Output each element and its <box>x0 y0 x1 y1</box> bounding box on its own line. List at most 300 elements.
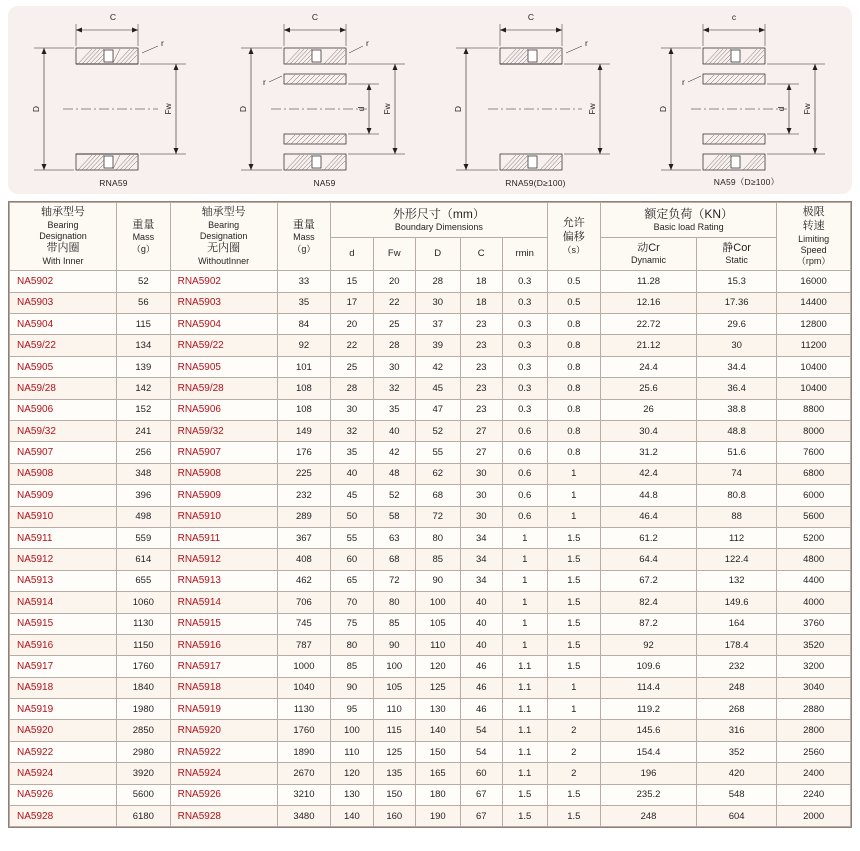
cell-dim-fw: 48 <box>373 463 415 484</box>
cell-dynamic-load: 154.4 <box>601 741 697 762</box>
cell-dim-C: 67 <box>460 784 502 805</box>
cell-limiting-speed: 11200 <box>777 335 851 356</box>
cell-dim-d: 140 <box>331 806 373 827</box>
cell-dim-C: 46 <box>460 677 502 698</box>
cell-dim-C: 40 <box>460 592 502 613</box>
svg-text:r: r <box>585 38 588 48</box>
table-row <box>10 763 851 784</box>
cell-dim-rmin: 0.3 <box>502 314 547 335</box>
cell-dim-rmin: 0.3 <box>502 335 547 356</box>
cell-designation-with-inner: NA59/28 <box>10 378 117 399</box>
cell-dim-C: 30 <box>460 506 502 527</box>
cell-dim-D: 39 <box>415 335 460 356</box>
cell-mass-without-inner: 367 <box>277 527 331 548</box>
cell-designation-without-inner: RNA59/22 <box>170 335 277 356</box>
cell-designation-with-inner: NA5918 <box>10 677 117 698</box>
cell-mass-without-inner: 1760 <box>277 720 331 741</box>
cell-dim-rmin: 1.5 <box>502 784 547 805</box>
th-dims-cn: 外形尺寸（mm） <box>392 206 485 221</box>
cell-static-load: 232 <box>696 656 776 677</box>
cell-dynamic-load: 31.2 <box>601 442 697 463</box>
cell-dim-fw: 90 <box>373 634 415 655</box>
cell-dim-rmin: 1 <box>502 570 547 591</box>
cell-dim-d: 28 <box>331 378 373 399</box>
table-row <box>10 527 851 548</box>
cell-limiting-speed: 4400 <box>777 570 851 591</box>
cell-limiting-speed: 2400 <box>777 763 851 784</box>
cell-dim-C: 67 <box>460 806 502 827</box>
cell-dynamic-load: 24.4 <box>601 356 697 377</box>
th-without-inner-en2: Designation <box>199 231 248 241</box>
cell-tolerance: 1.5 <box>547 527 601 548</box>
cell-static-load: 74 <box>696 463 776 484</box>
cell-limiting-speed: 6800 <box>777 463 851 484</box>
cell-tolerance: 1.5 <box>547 549 601 570</box>
cell-dynamic-load: 114.4 <box>601 677 697 698</box>
cell-dim-d: 50 <box>331 506 373 527</box>
cell-mass-with-inner: 348 <box>117 463 171 484</box>
cell-tolerance: 1.5 <box>547 784 601 805</box>
cell-mass-without-inner: 84 <box>277 314 331 335</box>
cell-mass-with-inner: 241 <box>117 420 171 441</box>
cell-designation-with-inner: NA5915 <box>10 613 117 634</box>
table-row <box>10 292 851 313</box>
th-limiting-speed <box>777 203 851 271</box>
th-dynamic-en: Dynamic <box>631 255 667 266</box>
th-dims-en: Boundary Dimensions <box>394 221 483 232</box>
cell-limiting-speed: 16000 <box>777 271 851 292</box>
cell-static-load: 80.8 <box>696 485 776 506</box>
cell-mass-without-inner: 108 <box>277 378 331 399</box>
cell-designation-without-inner: RNA5924 <box>170 763 277 784</box>
cell-dim-C: 40 <box>460 634 502 655</box>
cell-mass-without-inner: 462 <box>277 570 331 591</box>
cell-mass-with-inner: 152 <box>117 399 171 420</box>
table-row <box>10 378 851 399</box>
cell-dim-rmin: 0.3 <box>502 378 547 399</box>
svg-text:C: C <box>109 12 117 22</box>
cell-dim-d: 30 <box>331 399 373 420</box>
figure-na59 <box>219 6 430 194</box>
svg-text:Fw: Fw <box>587 103 597 115</box>
cell-limiting-speed: 6000 <box>777 485 851 506</box>
cell-dim-rmin: 0.3 <box>502 271 547 292</box>
cell-dim-C: 46 <box>460 699 502 720</box>
cell-limiting-speed: 2560 <box>777 741 851 762</box>
th-mass2-en: Mass <box>293 232 315 243</box>
cell-designation-without-inner: RNA5905 <box>170 356 277 377</box>
cell-dim-d: 55 <box>331 527 373 548</box>
cell-static-load: 316 <box>696 720 776 741</box>
cell-static-load: 15.3 <box>696 271 776 292</box>
cell-dim-D: 125 <box>415 677 460 698</box>
figure-caption: NA59（D≥100） <box>713 177 780 187</box>
cell-dim-d: 100 <box>331 720 373 741</box>
cell-dim-D: 110 <box>415 634 460 655</box>
cell-designation-without-inner: RNA5904 <box>170 314 277 335</box>
cell-designation-without-inner: RNA5926 <box>170 784 277 805</box>
cell-dim-fw: 100 <box>373 656 415 677</box>
cell-mass-without-inner: 1890 <box>277 741 331 762</box>
cell-tolerance: 0.5 <box>547 271 601 292</box>
cell-designation-without-inner: RNA5913 <box>170 570 277 591</box>
th-tol-unit: （s） <box>562 244 586 255</box>
cell-mass-without-inner: 1130 <box>277 699 331 720</box>
cell-dynamic-load: 82.4 <box>601 592 697 613</box>
th-mass2-unit: （g） <box>292 243 316 254</box>
figure-na59-large-drawing <box>641 6 852 194</box>
cell-designation-without-inner: RNA5911 <box>170 527 277 548</box>
cell-designation-without-inner: RNA5918 <box>170 677 277 698</box>
cell-dynamic-load: 11.28 <box>601 271 697 292</box>
cell-dim-C: 46 <box>460 656 502 677</box>
svg-text:c: c <box>731 12 737 22</box>
cell-dim-d: 80 <box>331 634 373 655</box>
th-without-inner <box>170 203 277 271</box>
cell-designation-with-inner: NA5916 <box>10 634 117 655</box>
cell-dim-rmin: 0.6 <box>502 420 547 441</box>
cell-dim-D: 62 <box>415 463 460 484</box>
cell-mass-with-inner: 6180 <box>117 806 171 827</box>
svg-text:C: C <box>527 12 535 22</box>
table-row <box>10 420 851 441</box>
cell-dim-rmin: 0.3 <box>502 292 547 313</box>
cell-mass-with-inner: 2850 <box>117 720 171 741</box>
cell-limiting-speed: 3200 <box>777 656 851 677</box>
cell-dim-d: 45 <box>331 485 373 506</box>
table-row <box>10 720 851 741</box>
cell-tolerance: 0.5 <box>547 292 601 313</box>
cell-designation-without-inner: RNA5915 <box>170 613 277 634</box>
cell-static-load: 17.36 <box>696 292 776 313</box>
cell-dim-fw: 72 <box>373 570 415 591</box>
th-without-inner-cn2: 无内圈 <box>207 242 241 255</box>
cell-dim-d: 75 <box>331 613 373 634</box>
cell-mass-without-inner: 787 <box>277 634 331 655</box>
cell-designation-without-inner: RNA5917 <box>170 656 277 677</box>
cell-designation-without-inner: RNA5916 <box>170 634 277 655</box>
cell-dynamic-load: 46.4 <box>601 506 697 527</box>
cell-dynamic-load: 30.4 <box>601 420 697 441</box>
cell-dim-C: 18 <box>460 271 502 292</box>
cell-dynamic-load: 22.72 <box>601 314 697 335</box>
table-row <box>10 570 851 591</box>
cell-dim-d: 70 <box>331 592 373 613</box>
cell-dim-rmin: 1.1 <box>502 677 547 698</box>
cell-dynamic-load: 109.6 <box>601 656 697 677</box>
cell-limiting-speed: 12800 <box>777 314 851 335</box>
cell-tolerance: 0.8 <box>547 399 601 420</box>
cell-dim-C: 27 <box>460 420 502 441</box>
cell-dim-D: 90 <box>415 570 460 591</box>
cell-dim-d: 40 <box>331 463 373 484</box>
svg-text:D: D <box>453 105 463 113</box>
svg-text:D: D <box>31 105 41 113</box>
svg-text:C: C <box>311 12 319 22</box>
th-load-rating <box>601 203 777 238</box>
cell-dim-fw: 125 <box>373 741 415 762</box>
figure-caption: RNA59(D≥100) <box>505 178 566 188</box>
cell-tolerance: 0.8 <box>547 335 601 356</box>
cell-static-load: 248 <box>696 677 776 698</box>
table-header-row-1 <box>10 203 851 238</box>
cell-dim-C: 34 <box>460 549 502 570</box>
cell-dim-fw: 115 <box>373 720 415 741</box>
table-row <box>10 506 851 527</box>
cell-mass-with-inner: 655 <box>117 570 171 591</box>
cell-dim-D: 28 <box>415 271 460 292</box>
cell-static-load: 36.4 <box>696 378 776 399</box>
cell-dim-C: 23 <box>460 378 502 399</box>
table-row <box>10 656 851 677</box>
table-row <box>10 784 851 805</box>
cell-dim-rmin: 1 <box>502 592 547 613</box>
cell-dynamic-load: 26 <box>601 399 697 420</box>
cell-dim-fw: 30 <box>373 356 415 377</box>
cell-dim-rmin: 1 <box>502 549 547 570</box>
svg-text:r: r <box>263 77 266 87</box>
cell-designation-with-inner: NA5919 <box>10 699 117 720</box>
table-row <box>10 399 851 420</box>
cell-dim-fw: 35 <box>373 399 415 420</box>
cell-designation-with-inner: NA5904 <box>10 314 117 335</box>
cell-mass-without-inner: 176 <box>277 442 331 463</box>
cell-designation-with-inner: NA5906 <box>10 399 117 420</box>
cell-dim-rmin: 0.6 <box>502 485 547 506</box>
cell-dim-C: 60 <box>460 763 502 784</box>
cell-mass-without-inner: 92 <box>277 335 331 356</box>
cell-designation-with-inner: NA5914 <box>10 592 117 613</box>
svg-text:Fw: Fw <box>802 103 812 115</box>
cell-dynamic-load: 196 <box>601 763 697 784</box>
cell-dim-D: 85 <box>415 549 460 570</box>
th-speed-en1: Limiting <box>798 233 830 244</box>
cell-dynamic-load: 92 <box>601 634 697 655</box>
cell-limiting-speed: 4800 <box>777 549 851 570</box>
cell-dim-D: 165 <box>415 763 460 784</box>
cell-mass-with-inner: 1760 <box>117 656 171 677</box>
cell-dim-rmin: 0.6 <box>502 463 547 484</box>
cell-designation-with-inner: NA59/32 <box>10 420 117 441</box>
cell-tolerance: 1.5 <box>547 634 601 655</box>
cell-static-load: 420 <box>696 763 776 784</box>
cell-static-load: 149.6 <box>696 592 776 613</box>
cell-designation-with-inner: NA5908 <box>10 463 117 484</box>
cell-dynamic-load: 12.16 <box>601 292 697 313</box>
cell-dim-fw: 150 <box>373 784 415 805</box>
cell-dim-D: 55 <box>415 442 460 463</box>
th-mass1-en: Mass <box>132 232 155 243</box>
cell-designation-with-inner: NA5907 <box>10 442 117 463</box>
table-row <box>10 549 851 570</box>
cell-designation-with-inner: NA5922 <box>10 741 117 762</box>
cell-limiting-speed: 2880 <box>777 699 851 720</box>
svg-text:r: r <box>682 77 685 87</box>
cell-designation-with-inner: NA5924 <box>10 763 117 784</box>
cell-tolerance: 1.5 <box>547 570 601 591</box>
cell-limiting-speed: 3520 <box>777 634 851 655</box>
table-row <box>10 442 851 463</box>
cell-mass-with-inner: 5600 <box>117 784 171 805</box>
cell-designation-with-inner: NA5910 <box>10 506 117 527</box>
th-with-inner-cn1: 轴承型号 <box>41 206 86 218</box>
th-dim-fw: Fw <box>373 237 415 270</box>
cell-mass-with-inner: 256 <box>117 442 171 463</box>
cell-dynamic-load: 61.2 <box>601 527 697 548</box>
cell-mass-with-inner: 2980 <box>117 741 171 762</box>
table-row <box>10 314 851 335</box>
cell-designation-without-inner: RNA5902 <box>170 271 277 292</box>
cell-mass-with-inner: 1130 <box>117 613 171 634</box>
svg-text:r: r <box>366 38 369 48</box>
cell-dim-rmin: 1 <box>502 613 547 634</box>
table-row <box>10 699 851 720</box>
cell-dynamic-load: 87.2 <box>601 613 697 634</box>
cell-designation-without-inner: RNA5920 <box>170 720 277 741</box>
cell-dim-fw: 22 <box>373 292 415 313</box>
th-mass1-cn: 重量 <box>132 218 155 231</box>
cell-tolerance: 2 <box>547 720 601 741</box>
diagram-panel <box>8 6 852 194</box>
cell-mass-with-inner: 3920 <box>117 763 171 784</box>
cell-dim-rmin: 1 <box>502 527 547 548</box>
cell-static-load: 51.6 <box>696 442 776 463</box>
cell-mass-without-inner: 289 <box>277 506 331 527</box>
cell-static-load: 268 <box>696 699 776 720</box>
th-with-inner-en2: Designation <box>39 231 87 241</box>
cell-dim-C: 23 <box>460 399 502 420</box>
cell-dynamic-load: 145.6 <box>601 720 697 741</box>
cell-limiting-speed: 8800 <box>777 399 851 420</box>
cell-limiting-speed: 10400 <box>777 356 851 377</box>
cell-mass-without-inner: 149 <box>277 420 331 441</box>
cell-dim-C: 27 <box>460 442 502 463</box>
cell-designation-without-inner: RNA5906 <box>170 399 277 420</box>
cell-mass-without-inner: 33 <box>277 271 331 292</box>
cell-dim-D: 80 <box>415 527 460 548</box>
cell-dim-d: 32 <box>331 420 373 441</box>
cell-dim-C: 23 <box>460 335 502 356</box>
cell-dim-rmin: 1.5 <box>502 806 547 827</box>
cell-designation-with-inner: NA59/22 <box>10 335 117 356</box>
cell-static-load: 122.4 <box>696 549 776 570</box>
cell-mass-with-inner: 498 <box>117 506 171 527</box>
cell-dim-D: 37 <box>415 314 460 335</box>
cell-dim-D: 47 <box>415 399 460 420</box>
cell-mass-without-inner: 408 <box>277 549 331 570</box>
cell-dynamic-load: 21.12 <box>601 335 697 356</box>
cell-designation-with-inner: NA5911 <box>10 527 117 548</box>
th-tolerance <box>547 203 601 271</box>
cell-static-load: 34.4 <box>696 356 776 377</box>
th-dim-C: C <box>460 237 502 270</box>
cell-dim-D: 150 <box>415 741 460 762</box>
th-dynamic-cn: 动Cr <box>637 241 660 254</box>
cell-dim-fw: 85 <box>373 613 415 634</box>
cell-dim-C: 30 <box>460 485 502 506</box>
th-static-en: Static <box>725 255 748 266</box>
th-static <box>696 237 776 270</box>
cell-dim-fw: 40 <box>373 420 415 441</box>
cell-mass-without-inner: 706 <box>277 592 331 613</box>
cell-mass-with-inner: 614 <box>117 549 171 570</box>
th-dim-D: D <box>415 237 460 270</box>
figure-rna59-large <box>430 6 641 194</box>
th-tol-cn2: 偏移 <box>562 231 585 243</box>
cell-mass-with-inner: 52 <box>117 271 171 292</box>
figure-rna59-large-drawing <box>430 6 641 194</box>
cell-dim-fw: 68 <box>373 549 415 570</box>
cell-dim-fw: 80 <box>373 592 415 613</box>
cell-limiting-speed: 14400 <box>777 292 851 313</box>
cell-dim-C: 34 <box>460 527 502 548</box>
cell-dim-C: 54 <box>460 720 502 741</box>
cell-mass-without-inner: 2670 <box>277 763 331 784</box>
cell-tolerance: 0.8 <box>547 356 601 377</box>
cell-dynamic-load: 119.2 <box>601 699 697 720</box>
table-row <box>10 613 851 634</box>
table-row <box>10 463 851 484</box>
cell-static-load: 604 <box>696 806 776 827</box>
cell-designation-with-inner: NA5902 <box>10 271 117 292</box>
figure-rna59 <box>8 6 219 194</box>
cell-limiting-speed: 5600 <box>777 506 851 527</box>
cell-dim-d: 22 <box>331 335 373 356</box>
cell-dim-D: 52 <box>415 420 460 441</box>
cell-mass-without-inner: 3480 <box>277 806 331 827</box>
cell-tolerance: 1.5 <box>547 806 601 827</box>
cell-mass-with-inner: 115 <box>117 314 171 335</box>
cell-tolerance: 2 <box>547 741 601 762</box>
cell-dim-rmin: 0.6 <box>502 506 547 527</box>
cell-tolerance: 2 <box>547 763 601 784</box>
th-without-inner-cn1: 轴承型号 <box>201 206 246 218</box>
cell-tolerance: 1.5 <box>547 613 601 634</box>
th-boundary-dimensions <box>331 203 547 238</box>
cell-designation-with-inner: NA5920 <box>10 720 117 741</box>
cell-mass-with-inner: 1980 <box>117 699 171 720</box>
cell-static-load: 112 <box>696 527 776 548</box>
th-with-inner-en3: With Inner <box>42 256 84 266</box>
cell-limiting-speed: 2000 <box>777 806 851 827</box>
cell-dim-rmin: 1.1 <box>502 763 547 784</box>
cell-dim-rmin: 0.3 <box>502 356 547 377</box>
cell-dim-C: 40 <box>460 613 502 634</box>
cell-dim-D: 105 <box>415 613 460 634</box>
cell-dim-C: 23 <box>460 356 502 377</box>
table-row <box>10 806 851 827</box>
cell-mass-without-inner: 35 <box>277 292 331 313</box>
svg-text:d: d <box>356 106 366 112</box>
cell-designation-without-inner: RNA5909 <box>170 485 277 506</box>
cell-designation-without-inner: RNA5914 <box>170 592 277 613</box>
cell-dim-d: 20 <box>331 314 373 335</box>
cell-designation-without-inner: RNA5907 <box>170 442 277 463</box>
cell-mass-with-inner: 142 <box>117 378 171 399</box>
cell-dim-C: 30 <box>460 463 502 484</box>
cell-limiting-speed: 2240 <box>777 784 851 805</box>
cell-dim-fw: 20 <box>373 271 415 292</box>
cell-dim-rmin: 1.1 <box>502 699 547 720</box>
cell-mass-without-inner: 3210 <box>277 784 331 805</box>
cell-designation-with-inner: NA5903 <box>10 292 117 313</box>
cell-static-load: 164 <box>696 613 776 634</box>
cell-designation-without-inner: RNA5903 <box>170 292 277 313</box>
cell-dim-d: 90 <box>331 677 373 698</box>
cell-mass-with-inner: 1150 <box>117 634 171 655</box>
cell-dim-rmin: 0.3 <box>502 399 547 420</box>
cell-limiting-speed: 2800 <box>777 720 851 741</box>
